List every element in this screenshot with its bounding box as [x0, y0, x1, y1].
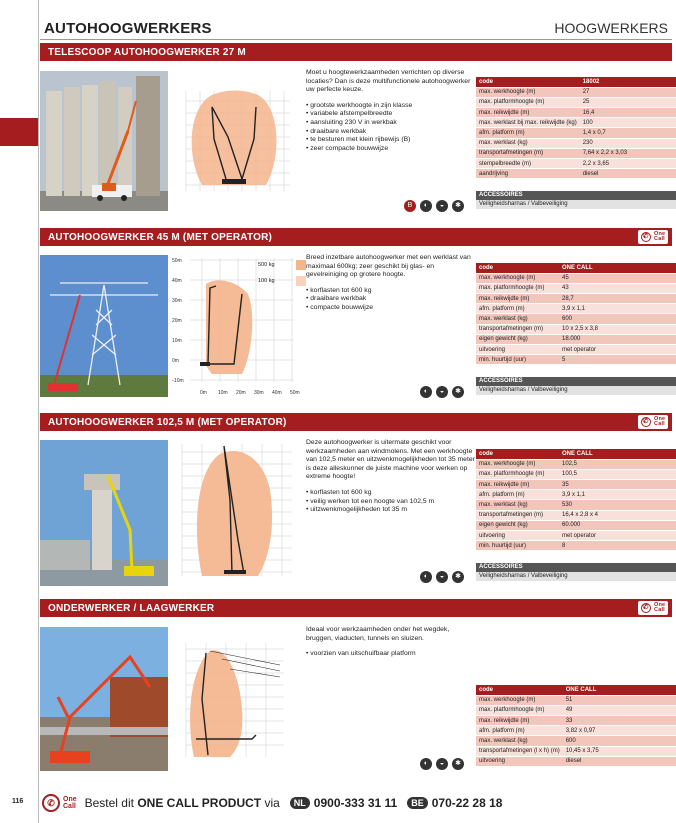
y-tick: 10m — [172, 338, 182, 344]
feature-icons — [420, 571, 464, 583]
spec-table: code ONE CALL max. werkhoogte (m) 102,5 max. platformhoogte (m) 100,5 max. reikwijdte (m) 35 afm. platform (m) 3,9 x 1,1 max. werklast (kg) 530 transportafmetingen (m) 16,4 x 2,8 x 4 eigen gewicht (kg) 60.000 uitvoering met operator min. huurtijd (uur) 8 — [476, 449, 676, 551]
x-tick: 20m — [236, 390, 246, 396]
page-margin-line — [38, 0, 39, 823]
spec-row: eigen gewicht (kg) 60.000 — [476, 520, 676, 530]
x-tick: 0m — [200, 390, 207, 396]
helmet-icon: ◐ — [420, 571, 432, 583]
phone-icon: ✆ — [642, 233, 649, 240]
one-call-badge: ✆ One Call — [638, 415, 668, 429]
spec-row: aandrijving diesel — [476, 169, 676, 179]
feature-item: • variabele afstempelbreedte — [306, 110, 476, 119]
y-tick: 30m — [172, 298, 182, 304]
spec-table — [476, 77, 676, 179]
spec-row: min. huurtijd (uur) 8 — [476, 541, 676, 551]
helmet-icon: ◐ — [420, 758, 432, 770]
spec-row: max. platformhoogte (m) 43 — [476, 283, 676, 293]
y-tick: 50m — [172, 258, 182, 264]
accessories-title: ACCESSOIRES — [476, 191, 676, 200]
product-photo — [40, 627, 168, 771]
section-title: AUTOHOOGWERKER 102,5 M (MET OPERATOR) — [48, 417, 287, 428]
spec-row: max. werkhoogte (m) 45 — [476, 273, 676, 283]
section-title-bar — [40, 43, 672, 61]
product-description — [306, 439, 476, 515]
legend-swatch — [296, 260, 306, 270]
harness-icon: ✱ — [452, 386, 464, 398]
harness-icon: ✱ — [452, 200, 464, 212]
phone-icon: ✆ — [42, 794, 60, 812]
section-title: AUTOHOOGWERKER 45 M (MET OPERATOR) — [48, 232, 273, 243]
accessories-block: ACCESSOIRES Veiligheidsharnas / Valbeveiliging — [476, 377, 676, 395]
feature-item: • veilig werken tot een hoogte van 102,5 m — [306, 498, 476, 507]
accessories-value: Veiligheidsharnas / Valbeveiliging — [476, 200, 676, 209]
spec-row: max. platformhoogte (m) 49 — [476, 705, 676, 715]
feature-list — [306, 287, 476, 313]
be-flag-label: BE — [407, 797, 428, 809]
spec-row: max. werklast (kg) 600 — [476, 314, 676, 324]
product-photo — [40, 440, 168, 586]
section-title: ONDERWERKER / LAAGWERKER — [48, 603, 215, 614]
harness-icon: ✱ — [452, 571, 464, 583]
spec-row: afm. platform (m) 3,82 x 0,97 — [476, 726, 676, 736]
feature-icons — [420, 386, 464, 398]
product-description — [306, 254, 476, 313]
feature-item: • uitzwenkmogelijkheden tot 35 m — [306, 506, 476, 515]
product-description — [306, 626, 476, 659]
helmet-icon: ◐ — [420, 386, 432, 398]
spec-row: eigen gewicht (kg) 18.000 — [476, 334, 676, 344]
spec-row: max. platformhoogte (m) 25 — [476, 97, 676, 107]
spec-row: max. platformhoogte (m) 100,5 — [476, 469, 676, 479]
x-tick: 30m — [254, 390, 264, 396]
license-b-icon: B — [404, 200, 416, 212]
accessories-block — [476, 191, 676, 209]
legend-label: 100 kg — [258, 278, 275, 284]
description-text: Moet u hoogtewerkzaamheden verrichten op diverse locaties? Dan is deze multifunctionele autohoogwerker uw perfecte keuze. — [306, 69, 471, 94]
spec-row: stempelbreedte (m) 2,2 x 3,65 — [476, 159, 676, 169]
spec-row: afm. platform (m) 1,4 x 0,7 — [476, 128, 676, 138]
feature-list — [306, 489, 476, 515]
feature-list — [306, 650, 476, 659]
spec-row: min. huurtijd (uur) 5 — [476, 355, 676, 365]
x-tick: 10m — [218, 390, 228, 396]
section-title: TELESCOOP AUTOHOOGWERKER 27 M — [48, 47, 246, 58]
y-tick: 20m — [172, 318, 182, 324]
spec-row: uitvoering diesel — [476, 756, 676, 766]
product-section-45m — [40, 228, 672, 408]
spec-table: code ONE CALL max. werkhoogte (m) 45 max. platformhoogte (m) 43 max. reikwijdte (m) 28,7 afm. platform (m) 3,9 x 1,1 max. werklast (kg) 600 transportafmetingen (m) 10 x 2,5 x 3,8 eigen gewicht (kg) 18.000 uitvoering met operator min. huurtijd (uur) 5 — [476, 263, 676, 365]
product-section-onderwerker — [40, 599, 672, 777]
spec-table: code ONE CALL max. werkhoogte (m) 51 max. platformhoogte (m) 49 max. reikwijdte (m) 33 afm. platform (m) 3,82 x 0,97 max. werklast (kg) 600 transportafmetingen (l x h) (m) 10,45 x 3,75 uitvoering diesel — [476, 685, 676, 767]
chart-legend — [258, 260, 306, 286]
description-text: Breed inzetbare autohoogwerker met een werklast van maximaal 600kg; zeer geschikt bij glas- en gevelreiniging op grotere hoogte. — [306, 254, 471, 279]
badge-line: One — [654, 231, 666, 237]
footer-via: via — [264, 796, 280, 810]
spec-row: transportafmetingen (l x h) (m) 10,45 x 3,75 — [476, 746, 676, 756]
section-title-bar — [40, 228, 672, 246]
phone-icon: ✆ — [642, 604, 649, 611]
spec-row: max. werklast (kg) 600 — [476, 736, 676, 746]
product-photo — [40, 255, 168, 397]
y-tick: −10m — [172, 378, 184, 384]
description-text: Deze autohoogwerker is uitermate geschikt voor werkzaamheden aan windmolens. Met een werkhoogte van 102,5 meter en uitzwenkmogelijkheden tot 35 meter is deze alleskunner de juiste machine voor werken op extreme hoogte! — [306, 439, 475, 481]
feature-item: • grootste werkhoogte in zijn klasse — [306, 102, 476, 111]
spec-row: uitvoering met operator — [476, 531, 676, 541]
harness-icon: ✱ — [452, 758, 464, 770]
spec-row: uitvoering met operator — [476, 345, 676, 355]
gloves-icon: ◒ — [436, 571, 448, 583]
feature-icons — [420, 758, 464, 770]
gloves-icon: ◒ — [436, 758, 448, 770]
spec-row: max. reikwijdte (m) 33 — [476, 716, 676, 726]
spec-row: max. werklast (kg) 530 — [476, 500, 676, 510]
x-tick: 40m — [272, 390, 282, 396]
spec-row: afm. platform (m) 3,9 x 1,1 — [476, 490, 676, 500]
working-range-chart — [172, 87, 296, 203]
feature-item: • korflasten tot 600 kg — [306, 287, 476, 296]
page-title: AUTOHOOGWERKERS — [44, 20, 212, 37]
section-title-bar — [40, 599, 672, 617]
phone-icon: ✆ — [642, 418, 649, 425]
product-description — [306, 69, 476, 153]
working-range-chart — [172, 440, 300, 588]
feature-list — [306, 102, 476, 154]
working-range-chart — [172, 639, 322, 769]
footer-text: Bestel dit — [84, 796, 134, 810]
nl-flag-label: NL — [290, 797, 310, 809]
one-call-badge — [638, 230, 668, 244]
spec-row: max. werkhoogte (m) 102,5 — [476, 459, 676, 469]
spec-row: max. reikwijdte (m) 35 — [476, 480, 676, 490]
nl-phone-link[interactable]: 0900-333 31 11 — [313, 796, 398, 810]
feature-item: • draaibare werkbak — [306, 295, 476, 304]
feature-item: • zeer compacte bouwwijze — [306, 145, 476, 154]
accessories-block: ACCESSOIRES Veiligheidsharnas / Valbeveiliging — [476, 563, 676, 581]
product-section-102m — [40, 413, 672, 591]
spec-head-label: code — [476, 77, 580, 87]
feature-item: • draaibare werkbak — [306, 128, 476, 137]
feature-item: • aansluiting 230 V in werkbak — [306, 119, 476, 128]
product-section-telescoop-27m — [40, 43, 672, 223]
feature-item: • compacte bouwwijze — [306, 304, 476, 313]
page-tab-marker — [0, 118, 38, 146]
feature-item: • voorzien van uitschuifbaar platform — [306, 650, 476, 659]
legend-label: 500 kg — [258, 262, 275, 268]
page-number: 116 — [12, 798, 24, 805]
be-phone-link[interactable]: 070-22 28 18 — [431, 796, 503, 810]
page-category: HOOGWERKERS — [554, 20, 668, 36]
footer-product: ONE CALL PRODUCT — [137, 796, 262, 810]
spec-row: max. reikwijdte (m) 28,7 — [476, 294, 676, 304]
spec-row: max. reikwijdte (m) 16,4 — [476, 108, 676, 118]
order-footer — [42, 788, 676, 818]
gloves-icon: ◒ — [436, 386, 448, 398]
feature-icons — [404, 200, 464, 212]
section-title-bar — [40, 413, 672, 431]
spec-head-code: 18002 — [580, 77, 676, 87]
x-tick: 50m — [290, 390, 300, 396]
y-tick: 40m — [172, 278, 182, 284]
header-divider — [40, 39, 672, 40]
spec-row: transportafmetingen (m) 16,4 x 2,8 x 4 — [476, 510, 676, 520]
spec-row: transportafmetingen (m) 10 x 2,5 x 3,8 — [476, 324, 676, 334]
badge-line: Call — [654, 236, 665, 242]
spec-row: max. werklast (kg) 230 — [476, 138, 676, 148]
feature-item: • korflasten tot 600 kg — [306, 489, 476, 498]
spec-row: transportafmetingen (m) 7,64 x 2,2 x 3,03 — [476, 148, 676, 158]
one-call-logo: ✆ One Call — [42, 794, 77, 812]
spec-row: max. werkhoogte (m) 27 — [476, 87, 676, 97]
product-photo — [40, 71, 168, 211]
description-text: Ideaal voor werkzaamheden onder het wegdek, bruggen, viaducten, tunnels en sluizen. — [306, 626, 450, 642]
spec-row: max. werklast bij max. reikwijdte (kg) 100 — [476, 118, 676, 128]
feature-item: • te besturen met klein rijbewijs (B) — [306, 136, 476, 145]
one-call-badge: ✆ One Call — [638, 601, 668, 615]
y-tick: 0m — [172, 358, 179, 364]
spec-row: afm. platform (m) 3,9 x 1,1 — [476, 304, 676, 314]
spec-row: max. werkhoogte (m) 51 — [476, 695, 676, 705]
legend-swatch — [296, 276, 306, 286]
gloves-icon: ◒ — [436, 200, 448, 212]
helmet-icon: ◐ — [420, 200, 432, 212]
